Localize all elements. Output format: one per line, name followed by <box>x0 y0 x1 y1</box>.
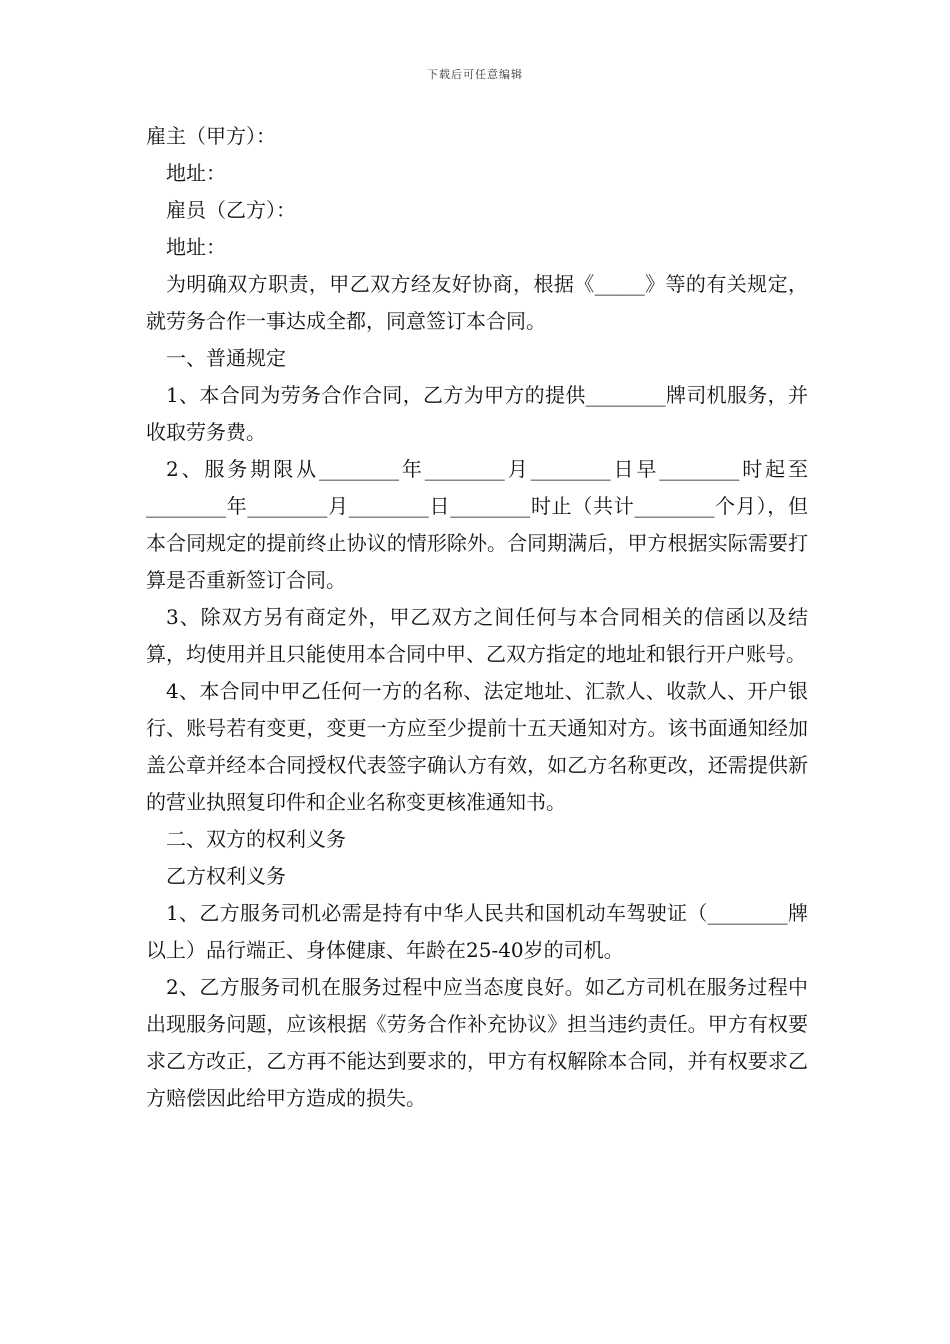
employer-address-line: 地址： <box>166 161 226 185</box>
clause-2-2: 2、乙方服务司机在服务过程中应当态度良好。如乙方司机在服务过程中出现服务问题，应该根据《劳务合作补充协议》担当违约责任。甲方有权要求乙方改正，乙方再不能达到要求的，甲方有权解除本合同，并有权要求乙方赔偿因此给甲方造成的损失。 <box>146 975 808 1110</box>
section-heading-general: 一、普通规定 <box>166 346 286 370</box>
subheading-party-b-rights: 乙方权利义务 <box>166 864 286 888</box>
page-header: 下载后可任意编辑 <box>427 68 523 81</box>
preamble-paragraph: 为明确双方职责，甲乙双方经友好协商，根据《_____》等的有关规定，就劳务合作一事达成全都，同意签订本合同。 <box>146 272 808 333</box>
clause-2-1: 1、乙方服务司机必需是持有中华人民共和国机动车驾驶证（________牌以上）品行端正、身体健康、年龄在25-40岁的司机。 <box>146 901 808 962</box>
employee-line: 雇员（乙方）： <box>166 198 296 222</box>
clause-1-1: 1、本合同为劳务合作合同，乙方为甲方的提供________牌司机服务，并收取劳务费。 <box>146 383 808 444</box>
clause-1-2: 2、服务期限从________年________月________日早________时起至________年________月________日________时止（共计________个月），但本合同规定的提前终止协议的情形除外。合同期满后，甲方根据实际需要打算是否重新签订合同。 <box>146 457 808 592</box>
document-body <box>146 118 808 1117</box>
employee-address-line: 地址： <box>166 235 226 259</box>
employer-line: 雇主（甲方）： <box>146 124 276 148</box>
section-heading-rights: 二、双方的权利义务 <box>166 827 346 851</box>
clause-1-3: 3、除双方另有商定外，甲乙双方之间任何与本合同相关的信函以及结算，均使用并且只能使用本合同中甲、乙双方指定的地址和银行开户账号。 <box>146 605 808 666</box>
clause-1-4: 4、本合同中甲乙任何一方的名称、法定地址、汇款人、收款人、开户银行、账号若有变更，变更一方应至少提前十五天通知对方。该书面通知经加盖公章并经本合同授权代表签字确认方有效，如乙方名称更改，还需提供新的营业执照复印件和企业名称变更核准通知书。 <box>146 679 808 814</box>
